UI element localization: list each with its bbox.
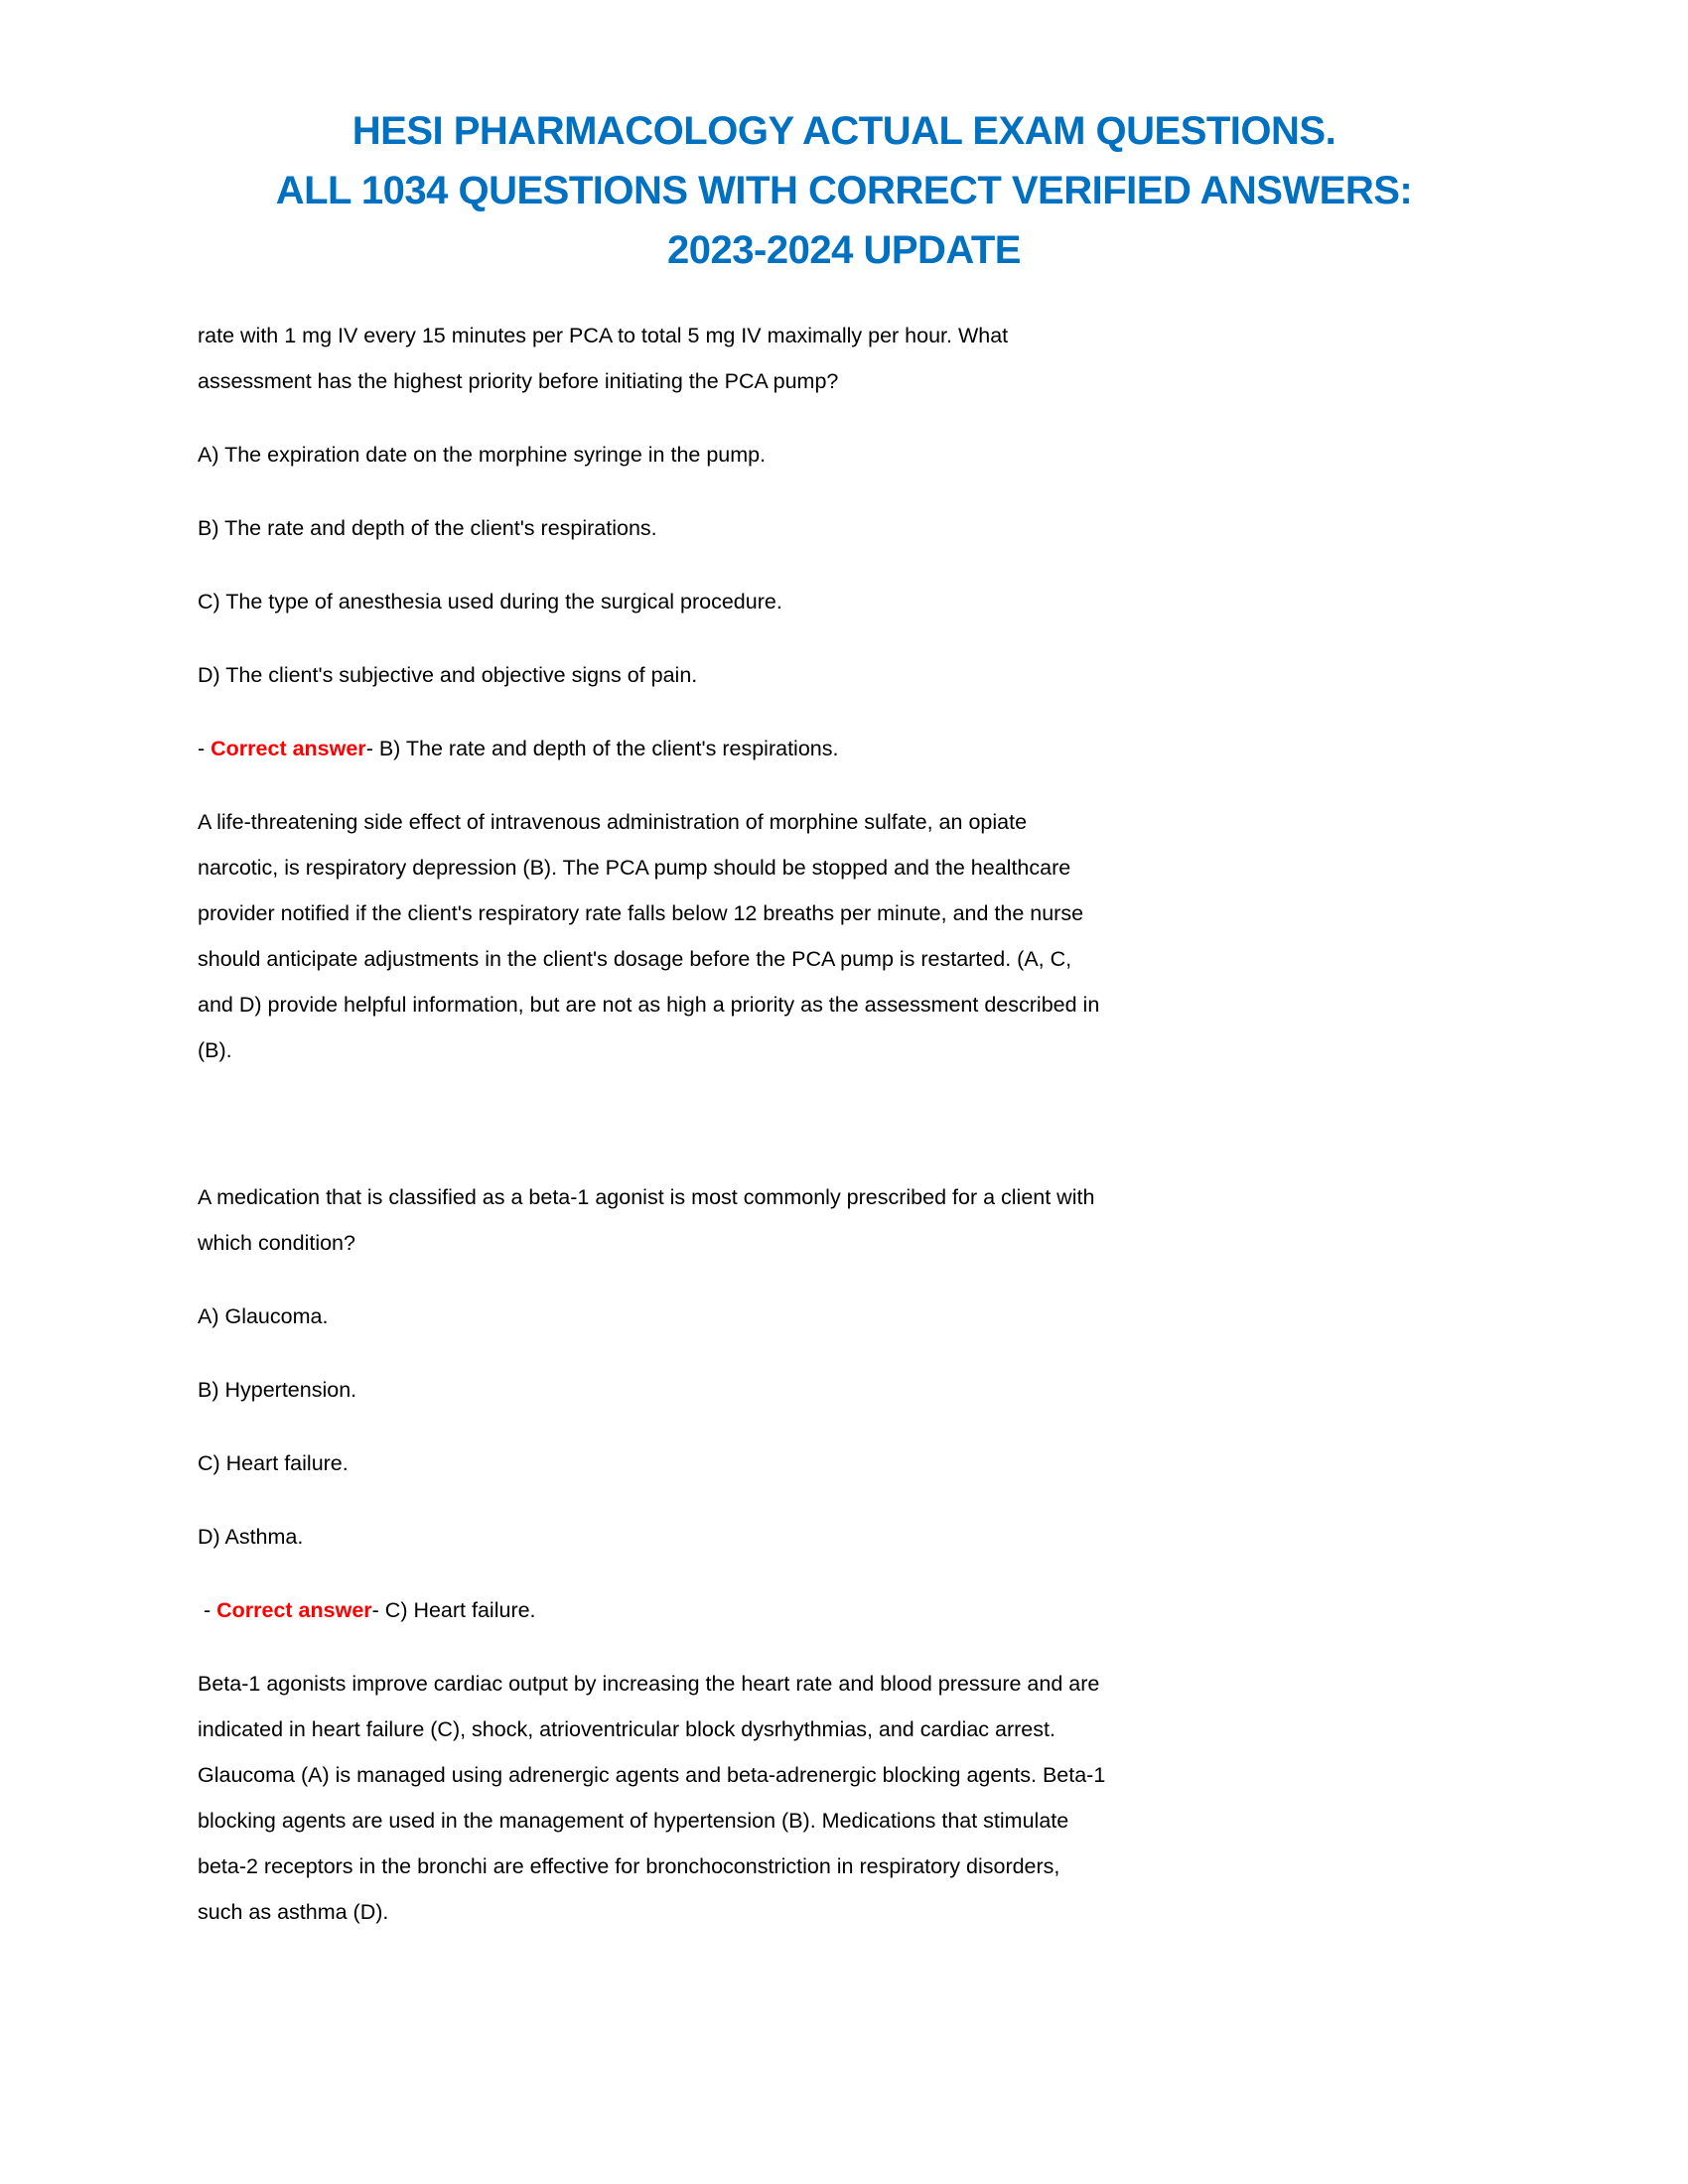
text-line: (B). <box>198 1038 232 1062</box>
option-c: C) Heart failure. <box>198 1451 349 1475</box>
title-line: ALL 1034 QUESTIONS WITH CORRECT VERIFIED ANSWERS: <box>275 169 1413 212</box>
question-stem <box>198 313 1508 404</box>
answer-text: - B) The rate and depth of the client's respirations. <box>365 737 839 760</box>
text-line: and D) provide helpful information, but are not as high a priority as the assessment described in <box>198 993 1100 1017</box>
text-line: Beta-1 agonists improve cardiac output by increasing the heart rate and blood pressure and are <box>198 1672 1100 1696</box>
option-c: C) The type of anesthesia used during the surgical procedure. <box>198 590 782 614</box>
text-line: narcotic, is respiratory depression (B). The PCA pump should be stopped and the healthcare <box>198 856 1071 880</box>
text-line: provider notified if the client's respiratory rate falls below 12 breaths per minute, and the nurse <box>198 901 1084 925</box>
text-line: Glaucoma (A) is managed using adrenergic agents and beta-adrenergic blocking agents. Beta-1 <box>198 1763 1106 1787</box>
text-line: indicated in heart failure (C), shock, atrioventricular block dysrhythmias, and cardiac arrest. <box>198 1717 1055 1741</box>
rationale <box>198 799 1508 1073</box>
text-line: assessment has the highest priority before initiating the PCA pump? <box>198 369 839 393</box>
option-d: D) Asthma. <box>198 1525 304 1549</box>
correct-answer <box>198 1587 1508 1633</box>
option-d: D) The client's subjective and objective signs of pain. <box>198 663 698 687</box>
option-b: B) The rate and depth of the client's respirations. <box>198 516 657 540</box>
text-line: which condition? <box>198 1231 355 1255</box>
text-line: blocking agents are used in the management of hypertension (B). Medications that stimulate <box>198 1809 1069 1833</box>
text-line: A medication that is classified as a beta-1 agonist is most commonly prescribed for a client with <box>198 1185 1095 1209</box>
title-line: HESI PHARMACOLOGY ACTUAL EXAM QUESTIONS. <box>352 109 1336 153</box>
answer-prefix: - <box>198 1598 217 1622</box>
answer-text: - C) Heart failure. <box>371 1598 536 1622</box>
text-line: beta-2 receptors in the bronchi are effective for bronchoconstriction in respiratory disorders, <box>198 1854 1060 1878</box>
question-stem <box>198 1174 1508 1266</box>
answer-prefix: - <box>198 737 211 760</box>
blank-line <box>198 1101 1508 1174</box>
document-title <box>0 101 1688 280</box>
option-a: A) Glaucoma. <box>198 1304 329 1328</box>
correct-answer-label: Correct answer <box>211 737 366 760</box>
option-a: A) The expiration date on the morphine syringe in the pump. <box>198 443 767 467</box>
document-body <box>198 313 1508 1963</box>
correct-answer-label: Correct answer <box>216 1598 372 1622</box>
text-line: such as asthma (D). <box>198 1900 389 1924</box>
text-line: A life-threatening side effect of intravenous administration of morphine sulfate, an opiate <box>198 810 1028 834</box>
correct-answer <box>198 726 1508 771</box>
rationale <box>198 1661 1508 1935</box>
text-line: should anticipate adjustments in the client's dosage before the PCA pump is restarted. (A, C, <box>198 947 1072 971</box>
title-line: 2023-2024 UPDATE <box>667 228 1021 272</box>
option-b: B) Hypertension. <box>198 1378 357 1402</box>
text-line: rate with 1 mg IV every 15 minutes per PCA to total 5 mg IV maximally per hour. What <box>198 324 1009 347</box>
